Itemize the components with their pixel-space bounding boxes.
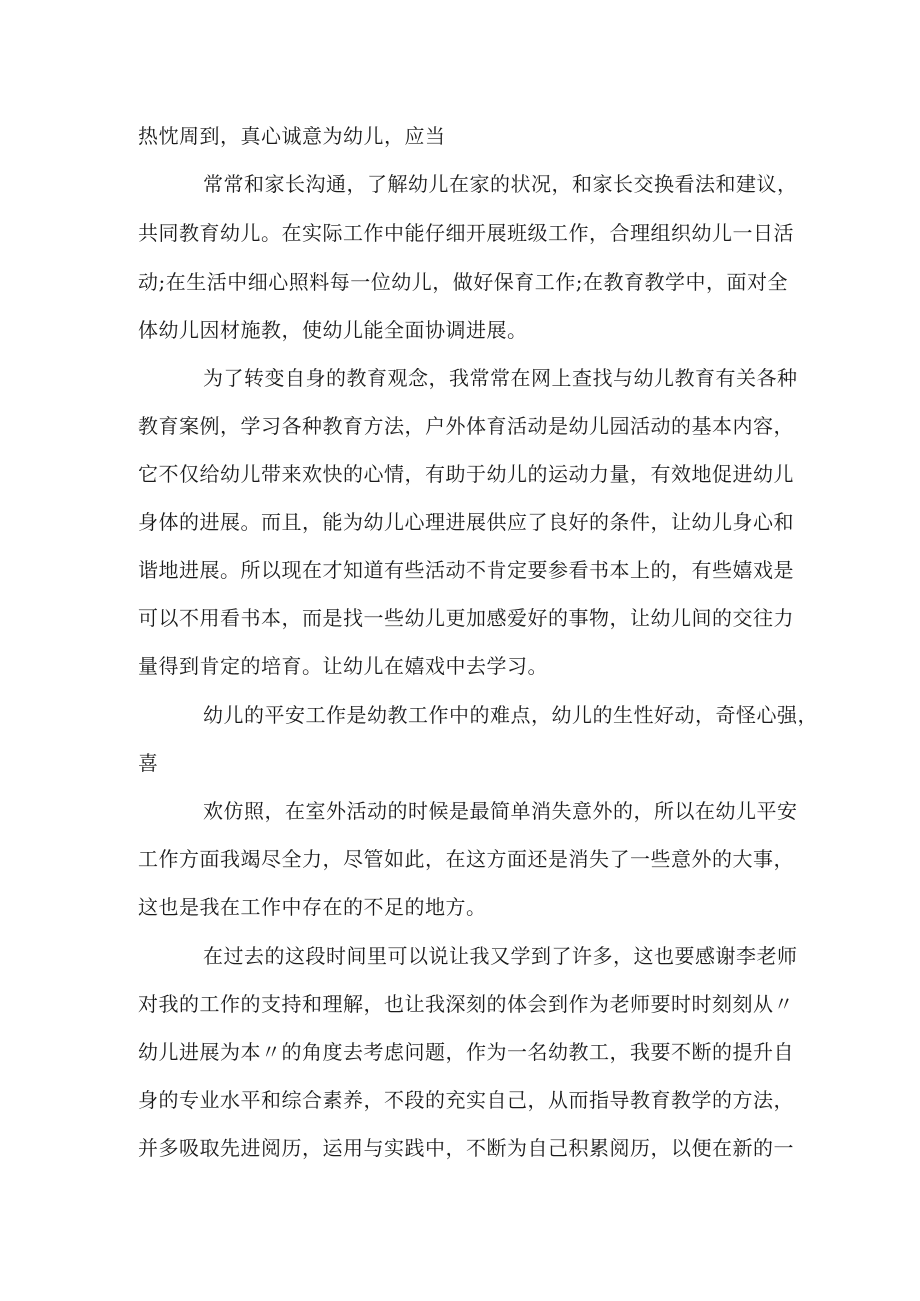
text-line: 教育案例，学习各种教育方法，户外体育活动是幼儿园活动的基本内容， [138, 414, 794, 438]
text-line: 动;在生活中细心照料每一位幼儿，做好保育工作;在教育教学中，面对全 [138, 270, 788, 294]
text-line: 身的专业水平和综合素养，不段的充实自己，从而指导教育教学的方法， [138, 1088, 794, 1112]
text-line: 欢仿照，在室外活动的时候是最简单消失意外的，所以在幼儿平安 [203, 799, 798, 823]
text-line: 身体的进展。而且，能为幼儿心理进展供应了良好的条件，让幼儿身心和 [138, 510, 794, 534]
text-line: 热忱周到，真心诚意为幼儿，应当 [138, 124, 446, 148]
text-line: 共同教育幼儿。在实际工作中能仔细开展班级工作，合理组织幼儿一日活 [138, 221, 794, 245]
text-line: 为了转变自身的教育观念，我常常在网上查找与幼儿教育有关各种 [203, 366, 798, 390]
text-line: 谐地进展。所以现在才知道有些活动不肯定要参看书本上的，有些嬉戏是 [138, 558, 794, 582]
text-line: 量得到肯定的培育。让幼儿在嬉戏中去学习。 [138, 654, 548, 678]
text-line: 常常和家长沟通，了解幼儿在家的状况，和家长交换看法和建议， [203, 172, 798, 196]
text-line: 工作方面我竭尽全力，尽管如此，在这方面还是消失了一些意外的大事， [138, 847, 794, 871]
text-line: 对我的工作的支持和理解，也让我深刻的体会到作为老师要时时刻刻从〃 [138, 992, 794, 1016]
text-line: 并多吸取先进阅历，运用与实践中，不断为自己积累阅历，以便在新的一 [138, 1136, 794, 1160]
text-line: 这也是我在工作中存在的不足的地方。 [138, 895, 487, 919]
text-line: 它不仅给幼儿带来欢快的心情，有助于幼儿的运动力量，有效地促进幼儿 [138, 462, 794, 486]
text-line: 喜 [138, 751, 159, 775]
text-line: 幼儿进展为本〃的角度去考虑问题，作为一名幼教工，我要不断的提升自 [138, 1040, 794, 1064]
text-line: 在过去的这段时间里可以说让我又学到了许多，这也要感谢李老师 [203, 944, 798, 968]
text-line: 可以不用看书本，而是找一些幼儿更加感爱好的事物，让幼儿间的交往力 [138, 606, 794, 630]
text-line: 幼儿的平安工作是幼教工作中的难点，幼儿的生性好动，奇怪心强， [203, 703, 818, 727]
text-line: 体幼儿因材施教，使幼儿能全面协调进展。 [138, 318, 528, 342]
